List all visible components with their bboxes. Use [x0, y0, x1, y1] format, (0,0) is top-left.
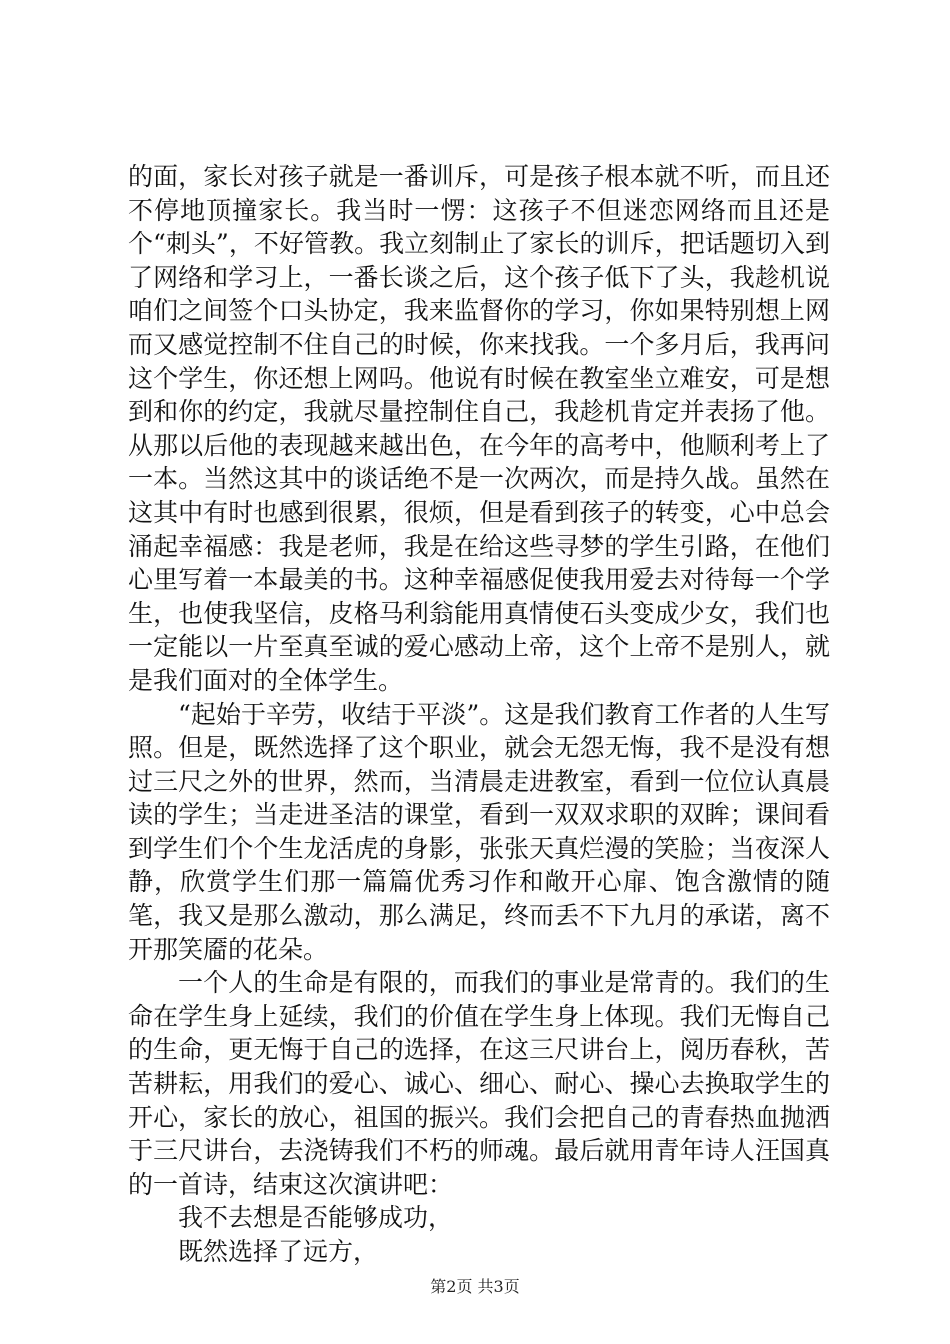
page-footer: 第2页 共3页 [430, 1277, 520, 1296]
paragraph: 的面，家长对孩子就是一番训斥，可是孩子根本就不听，而且还不停地顶撞家长。我当时一愣：这孩子不但迷恋网络而且还是个“刺头”，不好管教。我立刻制止了家长的训斥，把话题切入到了网络和学习上，一番长谈之后，这个孩子低下了头，我趁机说咱们之间签个口头协定，我来监督你的学习，你如果特别想上网而又感觉控制不住自己的时候，你来找我。一个多月后，我再问这个学生，你还想上网吗。他说有时候在教室坐立难安，可是想到和你的约定，我就尽量控制住自己，我趁机肯定并表扬了他。从那以后他的表现越来越出色，在今年的高考中，他顺利考上了一本。当然这其中的谈话绝不是一次两次，而是持久战。虽然在这其中有时也感到很累，很烦，但是看到孩子的转变，心中总会涌起幸福感：我是老师，我是在给这些寻梦的学生引路，在他们心里写着一本最美的书。这种幸福感促使我用爱去对待每一个学生，也使我坚信，皮格马利翁能用真情使石头变成少女，我们也一定能以一片至真至诚的爱心感动上帝，这个上帝不是别人，就是我们面对的全体学生。 [128, 162, 830, 695]
poem-line: 我不去想是否能够成功， [178, 1203, 454, 1233]
paragraph: 一个人的生命是有限的，而我们的事业是常青的。我们的生命在学生身上延续，我们的价值在学生身上体现。我们无悔自己的生命，更无悔于自己的选择，在这三尺讲台上，阅历春秋，苦苦耕耘，用我们的爱心、诚心、细心、耐心、操心去换取学生的开心，家长的放心，祖国的振兴。我们会把自己的青春热血抛洒于三尺讲台，去浇铸我们不朽的师魂。最后就用青年诗人汪国真的一首诗，结束这次演讲吧： [128, 968, 830, 1199]
poem-line: 既然选择了远方， [178, 1237, 379, 1266]
body-text [128, 160, 830, 1269]
paragraph: “起始于辛劳，收结于平淡”。这是我们教育工作者的人生写照。但是，既然选择了这个职业，就会无怨无悔，我不是没有想过三尺之外的世界，然而，当清晨走进教室，看到一位位认真晨读的学生；当走进圣洁的课堂，看到一双双求职的双眸；课间看到学生们个个生龙活虎的身影，张张天真烂漫的笑脸；当夜深人静，欣赏学生们那一篇篇优秀习作和敞开心扉、饱含激情的随笔，我又是那么激动，那么满足，终而丢不下九月的承诺，离不开那笑靥的花朵。 [128, 699, 830, 964]
